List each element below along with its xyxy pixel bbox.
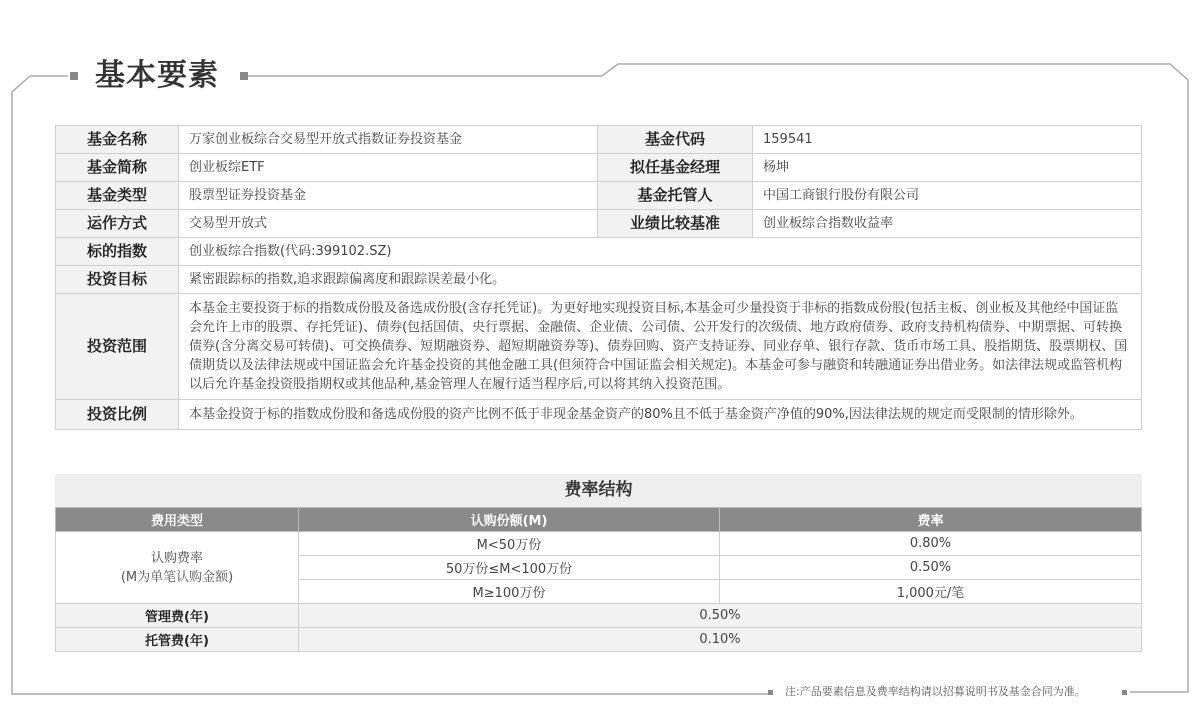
management-fee-value: 0.50% <box>299 604 1142 628</box>
table-row <box>56 604 1142 628</box>
table-row <box>56 182 1142 210</box>
subscription-fee-subtitle: (M为单笔认购金额) <box>120 569 234 585</box>
fund-name-label: 基金名称 <box>56 126 179 154</box>
fund-type-label: 基金类型 <box>56 182 179 210</box>
fee-rate: 1,000元/笔 <box>720 580 1142 604</box>
table-row <box>56 532 1142 556</box>
manager-value: 杨坤 <box>753 154 1142 182</box>
fee-range: 50万份≤M<100万份 <box>299 556 720 580</box>
table-row <box>56 266 1142 294</box>
table-row <box>56 294 1142 400</box>
table-row <box>56 400 1142 430</box>
footnote: 注:产品要素信息及费率结构请以招募说明书及基金合同为准。 <box>785 685 1086 698</box>
benchmark-value: 创业板综合指数收益率 <box>753 210 1142 238</box>
subscription-amount-header: 认购份额(M) <box>299 508 720 532</box>
table-row <box>56 238 1142 266</box>
operation-value: 交易型开放式 <box>179 210 598 238</box>
short-name-label: 基金简称 <box>56 154 179 182</box>
fund-code-value: 159541 <box>753 126 1142 154</box>
objective-value: 紧密跟踪标的指数,追求跟踪偏离度和跟踪误差最小化。 <box>179 266 1142 294</box>
fee-range: M<50万份 <box>299 532 720 556</box>
subscription-fee-label <box>56 532 299 604</box>
fund-name-value: 万家创业板综合交易型开放式指数证券投资基金 <box>179 126 598 154</box>
index-label: 标的指数 <box>56 238 179 266</box>
rate-header: 费率 <box>720 508 1142 532</box>
table-row <box>56 126 1142 154</box>
ratio-label: 投资比例 <box>56 400 179 430</box>
title-left-marker <box>70 72 78 80</box>
note-left-marker <box>768 690 773 695</box>
fee-structure-table <box>55 507 1142 652</box>
fund-type-value: 股票型证券投资基金 <box>179 182 598 210</box>
fund-code-label: 基金代码 <box>598 126 753 154</box>
fee-header-row <box>56 508 1142 532</box>
note-right-marker <box>1122 690 1127 695</box>
fee-type-header: 费用类型 <box>56 508 299 532</box>
custodian-label: 基金托管人 <box>598 182 753 210</box>
manager-label: 拟任基金经理 <box>598 154 753 182</box>
table-row <box>56 628 1142 652</box>
custodian-value: 中国工商银行股份有限公司 <box>753 182 1142 210</box>
operation-label: 运作方式 <box>56 210 179 238</box>
fee-structure-title: 费率结构 <box>55 474 1142 507</box>
fund-info-table <box>55 125 1142 430</box>
page-title: 基本要素 <box>95 58 219 93</box>
scope-label: 投资范围 <box>56 294 179 400</box>
scope-value: 本基金主要投资于标的指数成份股及备选成份股(含存托凭证)。为更好地实现投资目标,本基金可少量投资于非标的指数成份股(包括主板、创业板及其他经中国证监会允许上市的股票、存托凭证)、债券(包括国债、央行票据、金融债、企业债、公司债、公开发行的次级债、地方政府债券、政府支持机构债券、中期票据、可转换债券(含分离交易可转债)、可交换债券、短期融资券、超短期融资券等)、债券回购、资产支持证券、同业存单、银行存款、货币市场工具、股指期货、股票期权、国债期货以及法律法规或中国证监会允许基金投资的其他金融工具(但须符合中国证监会相关规定)。本基金可参与融资和转融通证券出借业务。如法律法规或监管机构以后允许基金投资股指期权或其他品种,基金管理人在履行适当程序后,可以将其纳入投资范围。 <box>179 294 1142 400</box>
ratio-value: 本基金投资于标的指数成份股和备选成份股的资产比例不低于非现金基金资产的80%且不低于基金资产净值的90%,因法律法规的规定而受限制的情形除外。 <box>179 400 1142 430</box>
index-value: 创业板综合指数(代码:399102.SZ) <box>179 238 1142 266</box>
table-row <box>56 210 1142 238</box>
objective-label: 投资目标 <box>56 266 179 294</box>
fee-range: M≥100万份 <box>299 580 720 604</box>
fee-rate: 0.80% <box>720 532 1142 556</box>
short-name-value: 创业板综ETF <box>179 154 598 182</box>
fee-rate: 0.50% <box>720 556 1142 580</box>
custody-fee-label: 托管费(年) <box>56 628 299 652</box>
subscription-fee-title: 认购费率 <box>150 550 203 566</box>
benchmark-label: 业绩比较基准 <box>598 210 753 238</box>
management-fee-label: 管理费(年) <box>56 604 299 628</box>
title-right-marker <box>240 72 248 80</box>
table-row <box>56 154 1142 182</box>
custody-fee-value: 0.10% <box>299 628 1142 652</box>
